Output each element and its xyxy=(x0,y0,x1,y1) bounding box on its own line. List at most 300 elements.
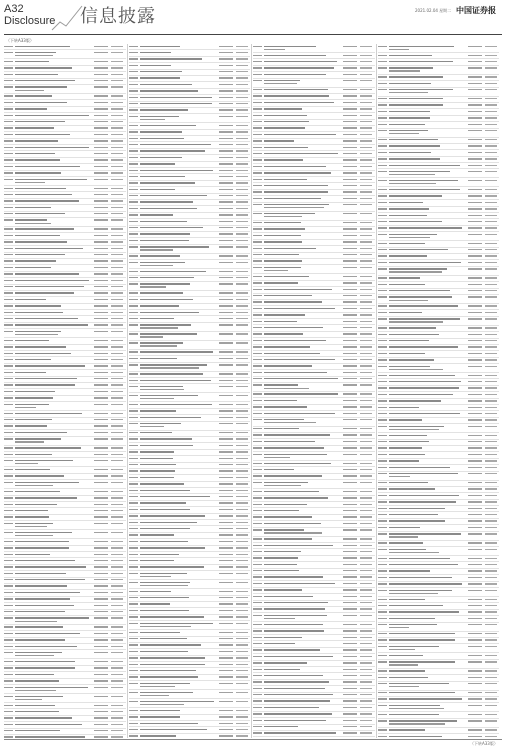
row-title-bar xyxy=(389,234,438,235)
row-page-bar xyxy=(360,538,372,539)
row-title-bar xyxy=(140,651,189,652)
row-title-bar xyxy=(264,510,299,511)
row-date-bar xyxy=(343,314,357,315)
row-code-bar xyxy=(4,592,13,593)
table-row xyxy=(378,719,500,728)
row-page-bar xyxy=(360,228,372,229)
row-title-bar xyxy=(15,516,49,517)
row-title-bar-line2 xyxy=(15,407,36,408)
row-date-bar xyxy=(219,103,233,104)
row-code-bar xyxy=(253,121,262,122)
row-title-bar xyxy=(389,61,453,62)
row-title-bar xyxy=(389,55,432,56)
row-title-bar xyxy=(264,204,329,205)
row-title-bar xyxy=(389,375,456,376)
row-page-bar xyxy=(111,667,123,668)
table-row xyxy=(378,644,500,653)
row-date-bar xyxy=(343,675,357,676)
row-title-bar xyxy=(264,428,299,429)
row-code-bar xyxy=(4,491,13,492)
row-code-bar xyxy=(378,501,387,502)
row-page-bar xyxy=(360,570,372,571)
row-title-bar xyxy=(389,661,456,662)
row-page-bar xyxy=(360,441,372,442)
row-code-bar xyxy=(129,176,138,177)
row-page-bar xyxy=(360,172,372,173)
row-date-bar xyxy=(468,312,482,313)
row-page-bar xyxy=(485,407,497,408)
row-page-bar xyxy=(236,582,248,583)
row-page-bar xyxy=(360,134,372,135)
footer-rule xyxy=(4,739,502,740)
row-title-bar xyxy=(140,342,184,343)
row-code-bar xyxy=(253,615,262,616)
row-date-bar xyxy=(94,573,108,574)
disclosure-column xyxy=(253,44,375,738)
row-title-bar xyxy=(264,378,338,379)
row-title-bar xyxy=(15,661,75,662)
row-page-bar xyxy=(236,318,248,319)
row-date-bar xyxy=(343,564,357,565)
row-title-bar xyxy=(389,670,426,671)
row-page-bar xyxy=(111,646,123,647)
row-code-bar xyxy=(253,491,262,492)
row-title-bar xyxy=(264,384,298,385)
row-title-bar xyxy=(264,321,297,322)
row-title-bar xyxy=(389,215,428,216)
row-date-bar xyxy=(468,419,482,420)
row-date-bar xyxy=(94,711,108,712)
row-code-bar xyxy=(129,386,138,387)
row-title-bar xyxy=(264,557,298,558)
row-code-bar xyxy=(4,235,13,236)
row-page-bar xyxy=(360,643,372,644)
row-page-bar xyxy=(360,669,372,670)
row-title-bar xyxy=(264,406,307,407)
row-date-bar xyxy=(468,334,482,335)
row-title-bar xyxy=(140,404,213,405)
row-page-bar xyxy=(236,676,248,677)
table-row xyxy=(129,260,251,269)
row-code-bar xyxy=(253,89,262,90)
row-page-bar xyxy=(236,283,248,284)
row-title-bar xyxy=(389,426,445,427)
row-date-bar xyxy=(219,610,233,611)
row-code-bar xyxy=(129,490,138,491)
row-title-bar xyxy=(389,312,422,313)
row-date-bar xyxy=(468,98,482,99)
row-date-bar xyxy=(343,384,357,385)
row-code-bar xyxy=(378,705,387,706)
row-page-bar xyxy=(111,736,123,737)
row-page-bar xyxy=(485,55,497,56)
row-code-bar xyxy=(378,426,387,427)
row-code-bar xyxy=(253,191,262,192)
row-title-bar xyxy=(264,80,300,81)
row-date-bar xyxy=(468,249,482,250)
row-title-bar xyxy=(264,248,316,249)
row-page-bar xyxy=(111,674,123,675)
row-title-bar xyxy=(389,683,450,684)
row-page-bar xyxy=(236,163,248,164)
row-code-bar xyxy=(253,308,262,309)
column-separator xyxy=(376,44,377,738)
row-code-bar xyxy=(378,346,387,347)
row-code-bar xyxy=(129,195,138,196)
row-code-bar xyxy=(4,626,13,627)
row-date-bar xyxy=(94,532,108,533)
row-title-bar-line2 xyxy=(15,621,57,622)
row-title-bar xyxy=(15,127,54,128)
row-page-bar xyxy=(485,359,497,360)
row-code-bar xyxy=(253,441,262,442)
row-page-bar xyxy=(360,463,372,464)
row-date-bar xyxy=(94,547,108,548)
row-title-bar xyxy=(389,340,429,341)
row-date-bar xyxy=(343,475,357,476)
row-title-bar xyxy=(140,410,176,411)
row-code-bar xyxy=(378,55,387,56)
row-page-bar xyxy=(485,208,497,209)
row-page-bar xyxy=(111,378,123,379)
row-date-bar xyxy=(94,516,108,517)
row-page-bar xyxy=(236,404,248,405)
row-date-bar xyxy=(343,74,357,75)
row-date-bar xyxy=(343,576,357,577)
row-page-bar xyxy=(111,652,123,653)
row-title-bar xyxy=(140,364,208,365)
row-code-bar xyxy=(378,419,387,420)
row-page-bar xyxy=(236,90,248,91)
row-title-bar-line2 xyxy=(140,119,165,120)
row-code-bar xyxy=(253,115,262,116)
table-row xyxy=(129,341,251,350)
row-title-bar xyxy=(264,267,301,268)
row-code-bar xyxy=(253,726,262,727)
row-date-bar xyxy=(219,502,233,503)
row-title-bar xyxy=(264,276,309,277)
row-page-bar xyxy=(485,375,497,376)
row-date-bar xyxy=(219,144,233,145)
row-code-bar xyxy=(4,432,13,433)
row-page-bar xyxy=(236,71,248,72)
row-date-bar xyxy=(219,395,233,396)
row-page-bar xyxy=(236,125,248,126)
row-code-bar xyxy=(129,723,138,724)
row-title-bar xyxy=(389,227,462,228)
row-title-bar xyxy=(140,477,175,478)
row-page-bar xyxy=(485,570,497,571)
row-title-bar xyxy=(264,523,321,524)
row-title-bar xyxy=(140,221,187,222)
row-title-bar xyxy=(140,157,182,158)
row-date-bar xyxy=(219,670,233,671)
table-row xyxy=(4,480,126,489)
row-page-bar xyxy=(485,618,497,619)
row-page-bar xyxy=(111,241,123,242)
row-title-bar-line2 xyxy=(15,463,38,464)
row-page-bar xyxy=(236,65,248,66)
row-title-bar xyxy=(15,359,51,360)
row-code-bar xyxy=(378,558,387,559)
row-title-bar xyxy=(389,366,431,367)
row-title-bar xyxy=(389,387,459,388)
row-code-bar xyxy=(378,221,387,222)
row-title-bar xyxy=(389,413,461,414)
table-row xyxy=(4,616,126,625)
row-date-bar xyxy=(343,529,357,530)
row-code-bar xyxy=(4,579,13,580)
row-code-bar xyxy=(4,219,13,220)
table-row xyxy=(378,588,500,597)
row-code-bar xyxy=(4,611,13,612)
row-page-bar xyxy=(236,509,248,510)
row-code-bar xyxy=(378,677,387,678)
row-code-bar xyxy=(253,516,262,517)
row-title-bar xyxy=(264,475,322,476)
row-code-bar xyxy=(129,262,138,263)
row-code-bar xyxy=(4,585,13,586)
row-page-bar xyxy=(111,260,123,261)
row-title-bar xyxy=(264,630,324,631)
row-title-bar xyxy=(140,324,192,325)
row-page-bar xyxy=(236,208,248,209)
row-title-bar-line2 xyxy=(389,552,440,553)
row-code-bar xyxy=(129,547,138,548)
row-code-bar xyxy=(129,735,138,736)
row-page-bar xyxy=(485,467,497,468)
row-page-bar xyxy=(360,700,372,701)
row-code-bar xyxy=(253,720,262,721)
row-date-bar xyxy=(94,717,108,718)
row-code-bar xyxy=(253,384,262,385)
row-title-bar xyxy=(264,235,301,236)
row-date-bar xyxy=(468,599,482,600)
row-title-bar xyxy=(140,610,189,611)
row-date-bar xyxy=(468,570,482,571)
row-title-bar xyxy=(140,644,201,645)
row-date-bar xyxy=(343,551,357,552)
row-title-bar xyxy=(15,646,77,647)
row-date-bar xyxy=(468,381,482,382)
row-code-bar xyxy=(378,413,387,414)
row-code-bar xyxy=(378,488,387,489)
row-code-bar xyxy=(253,596,262,597)
row-date-bar xyxy=(343,688,357,689)
row-page-bar xyxy=(236,221,248,222)
row-title-bar xyxy=(264,529,304,530)
row-code-bar xyxy=(4,447,13,448)
row-title-bar xyxy=(389,290,450,291)
row-code-bar xyxy=(253,378,262,379)
row-date-bar xyxy=(219,342,233,343)
row-code-bar xyxy=(253,413,262,414)
row-date-bar xyxy=(219,632,233,633)
row-code-bar xyxy=(253,228,262,229)
row-title-bar-line2 xyxy=(140,336,164,337)
row-date-bar xyxy=(468,227,482,228)
row-date-bar xyxy=(219,597,233,598)
row-page-bar xyxy=(360,630,372,631)
row-date-bar xyxy=(94,102,108,103)
row-title-bar xyxy=(264,615,327,616)
row-date-bar xyxy=(219,651,233,652)
row-page-bar xyxy=(360,482,372,483)
row-title-bar xyxy=(15,573,66,574)
row-code-bar xyxy=(129,515,138,516)
row-code-bar xyxy=(253,289,262,290)
row-code-bar xyxy=(253,589,262,590)
row-title-bar-line2 xyxy=(389,369,444,370)
row-date-bar xyxy=(94,194,108,195)
row-page-bar xyxy=(111,312,123,313)
row-page-bar xyxy=(111,491,123,492)
row-date-bar xyxy=(219,240,233,241)
row-code-bar xyxy=(129,541,138,542)
row-code-bar xyxy=(4,74,13,75)
row-date-bar xyxy=(343,127,357,128)
row-date-bar xyxy=(219,534,233,535)
row-code-bar xyxy=(378,520,387,521)
row-page-bar xyxy=(111,413,123,414)
row-title-bar xyxy=(15,286,84,287)
row-title-bar xyxy=(140,638,187,639)
row-page-bar xyxy=(111,346,123,347)
row-code-bar xyxy=(378,387,387,388)
row-title-bar xyxy=(264,675,323,676)
row-title-bar xyxy=(15,547,69,548)
row-code-bar xyxy=(129,271,138,272)
row-code-bar xyxy=(4,46,13,47)
row-date-bar xyxy=(468,318,482,319)
row-date-bar xyxy=(343,301,357,302)
row-code-bar xyxy=(4,305,13,306)
row-title-bar xyxy=(15,153,55,154)
row-title-bar-line2 xyxy=(140,367,200,368)
row-title-bar xyxy=(140,458,174,459)
row-page-bar xyxy=(236,52,248,53)
row-page-bar xyxy=(485,165,497,166)
row-code-bar xyxy=(378,577,387,578)
row-page-bar xyxy=(111,219,123,220)
row-title-bar-line2 xyxy=(389,49,410,50)
table-row xyxy=(129,393,251,402)
row-title-bar xyxy=(140,84,192,85)
row-date-bar xyxy=(343,454,357,455)
row-code-bar xyxy=(253,276,262,277)
row-title-bar xyxy=(15,532,72,533)
row-title-bar xyxy=(264,166,326,167)
row-code-bar xyxy=(378,243,387,244)
row-page-bar xyxy=(485,714,497,715)
row-date-bar xyxy=(94,207,108,208)
row-code-bar xyxy=(129,342,138,343)
row-page-bar xyxy=(360,153,372,154)
row-page-bar xyxy=(360,308,372,309)
row-date-bar xyxy=(468,145,482,146)
row-page-bar xyxy=(360,46,372,47)
row-date-bar xyxy=(343,434,357,435)
table-row xyxy=(378,88,500,97)
row-date-bar xyxy=(94,61,108,62)
row-title-bar-line2 xyxy=(264,457,290,458)
row-date-bar xyxy=(343,497,357,498)
row-title-bar xyxy=(140,582,190,583)
row-date-bar xyxy=(343,295,357,296)
row-date-bar xyxy=(343,89,357,90)
row-page-bar xyxy=(111,86,123,87)
row-date-bar xyxy=(468,152,482,153)
row-page-bar xyxy=(111,554,123,555)
row-page-bar xyxy=(236,490,248,491)
row-title-bar-line2 xyxy=(389,649,415,650)
row-date-bar xyxy=(94,127,108,128)
row-title-bar xyxy=(15,639,65,640)
row-page-bar xyxy=(111,696,123,697)
row-page-bar xyxy=(485,646,497,647)
row-page-bar xyxy=(111,460,123,461)
row-page-bar xyxy=(485,729,497,730)
row-page-bar xyxy=(360,89,372,90)
row-page-bar xyxy=(111,286,123,287)
row-page-bar xyxy=(111,611,123,612)
row-title-bar xyxy=(264,662,307,663)
row-code-bar xyxy=(129,616,138,617)
row-page-bar xyxy=(111,61,123,62)
row-title-bar-line2 xyxy=(389,133,420,134)
row-page-bar xyxy=(485,255,497,256)
row-code-bar xyxy=(253,694,262,695)
row-date-bar xyxy=(343,469,357,470)
row-code-bar xyxy=(4,547,13,548)
row-title-bar xyxy=(140,528,191,529)
row-code-bar xyxy=(253,153,262,154)
row-page-bar xyxy=(111,172,123,173)
row-title-bar xyxy=(15,475,64,476)
row-title-bar xyxy=(15,248,83,249)
row-page-bar xyxy=(111,108,123,109)
row-code-bar xyxy=(253,235,262,236)
row-title-bar xyxy=(15,74,58,75)
row-title-bar-line2 xyxy=(264,270,288,271)
row-code-bar xyxy=(253,523,262,524)
row-page-bar xyxy=(485,508,497,509)
row-date-bar xyxy=(343,191,357,192)
row-date-bar xyxy=(219,623,233,624)
row-title-bar xyxy=(15,432,67,433)
row-page-bar xyxy=(111,532,123,533)
row-title-bar xyxy=(389,564,459,565)
row-page-bar xyxy=(236,470,248,471)
row-code-bar xyxy=(129,683,138,684)
row-code-bar xyxy=(378,195,387,196)
row-code-bar xyxy=(4,346,13,347)
row-date-bar xyxy=(468,111,482,112)
table-row xyxy=(253,737,375,738)
row-title-bar xyxy=(264,570,299,571)
row-title-bar xyxy=(140,271,207,272)
row-title-bar xyxy=(15,413,82,414)
row-page-bar xyxy=(485,104,497,105)
row-date-bar xyxy=(343,538,357,539)
row-page-bar xyxy=(360,564,372,565)
table-row xyxy=(129,114,251,123)
row-page-bar xyxy=(360,276,372,277)
row-title-bar xyxy=(140,240,190,241)
row-date-bar xyxy=(94,46,108,47)
row-title-bar xyxy=(264,333,303,334)
row-date-bar xyxy=(343,720,357,721)
